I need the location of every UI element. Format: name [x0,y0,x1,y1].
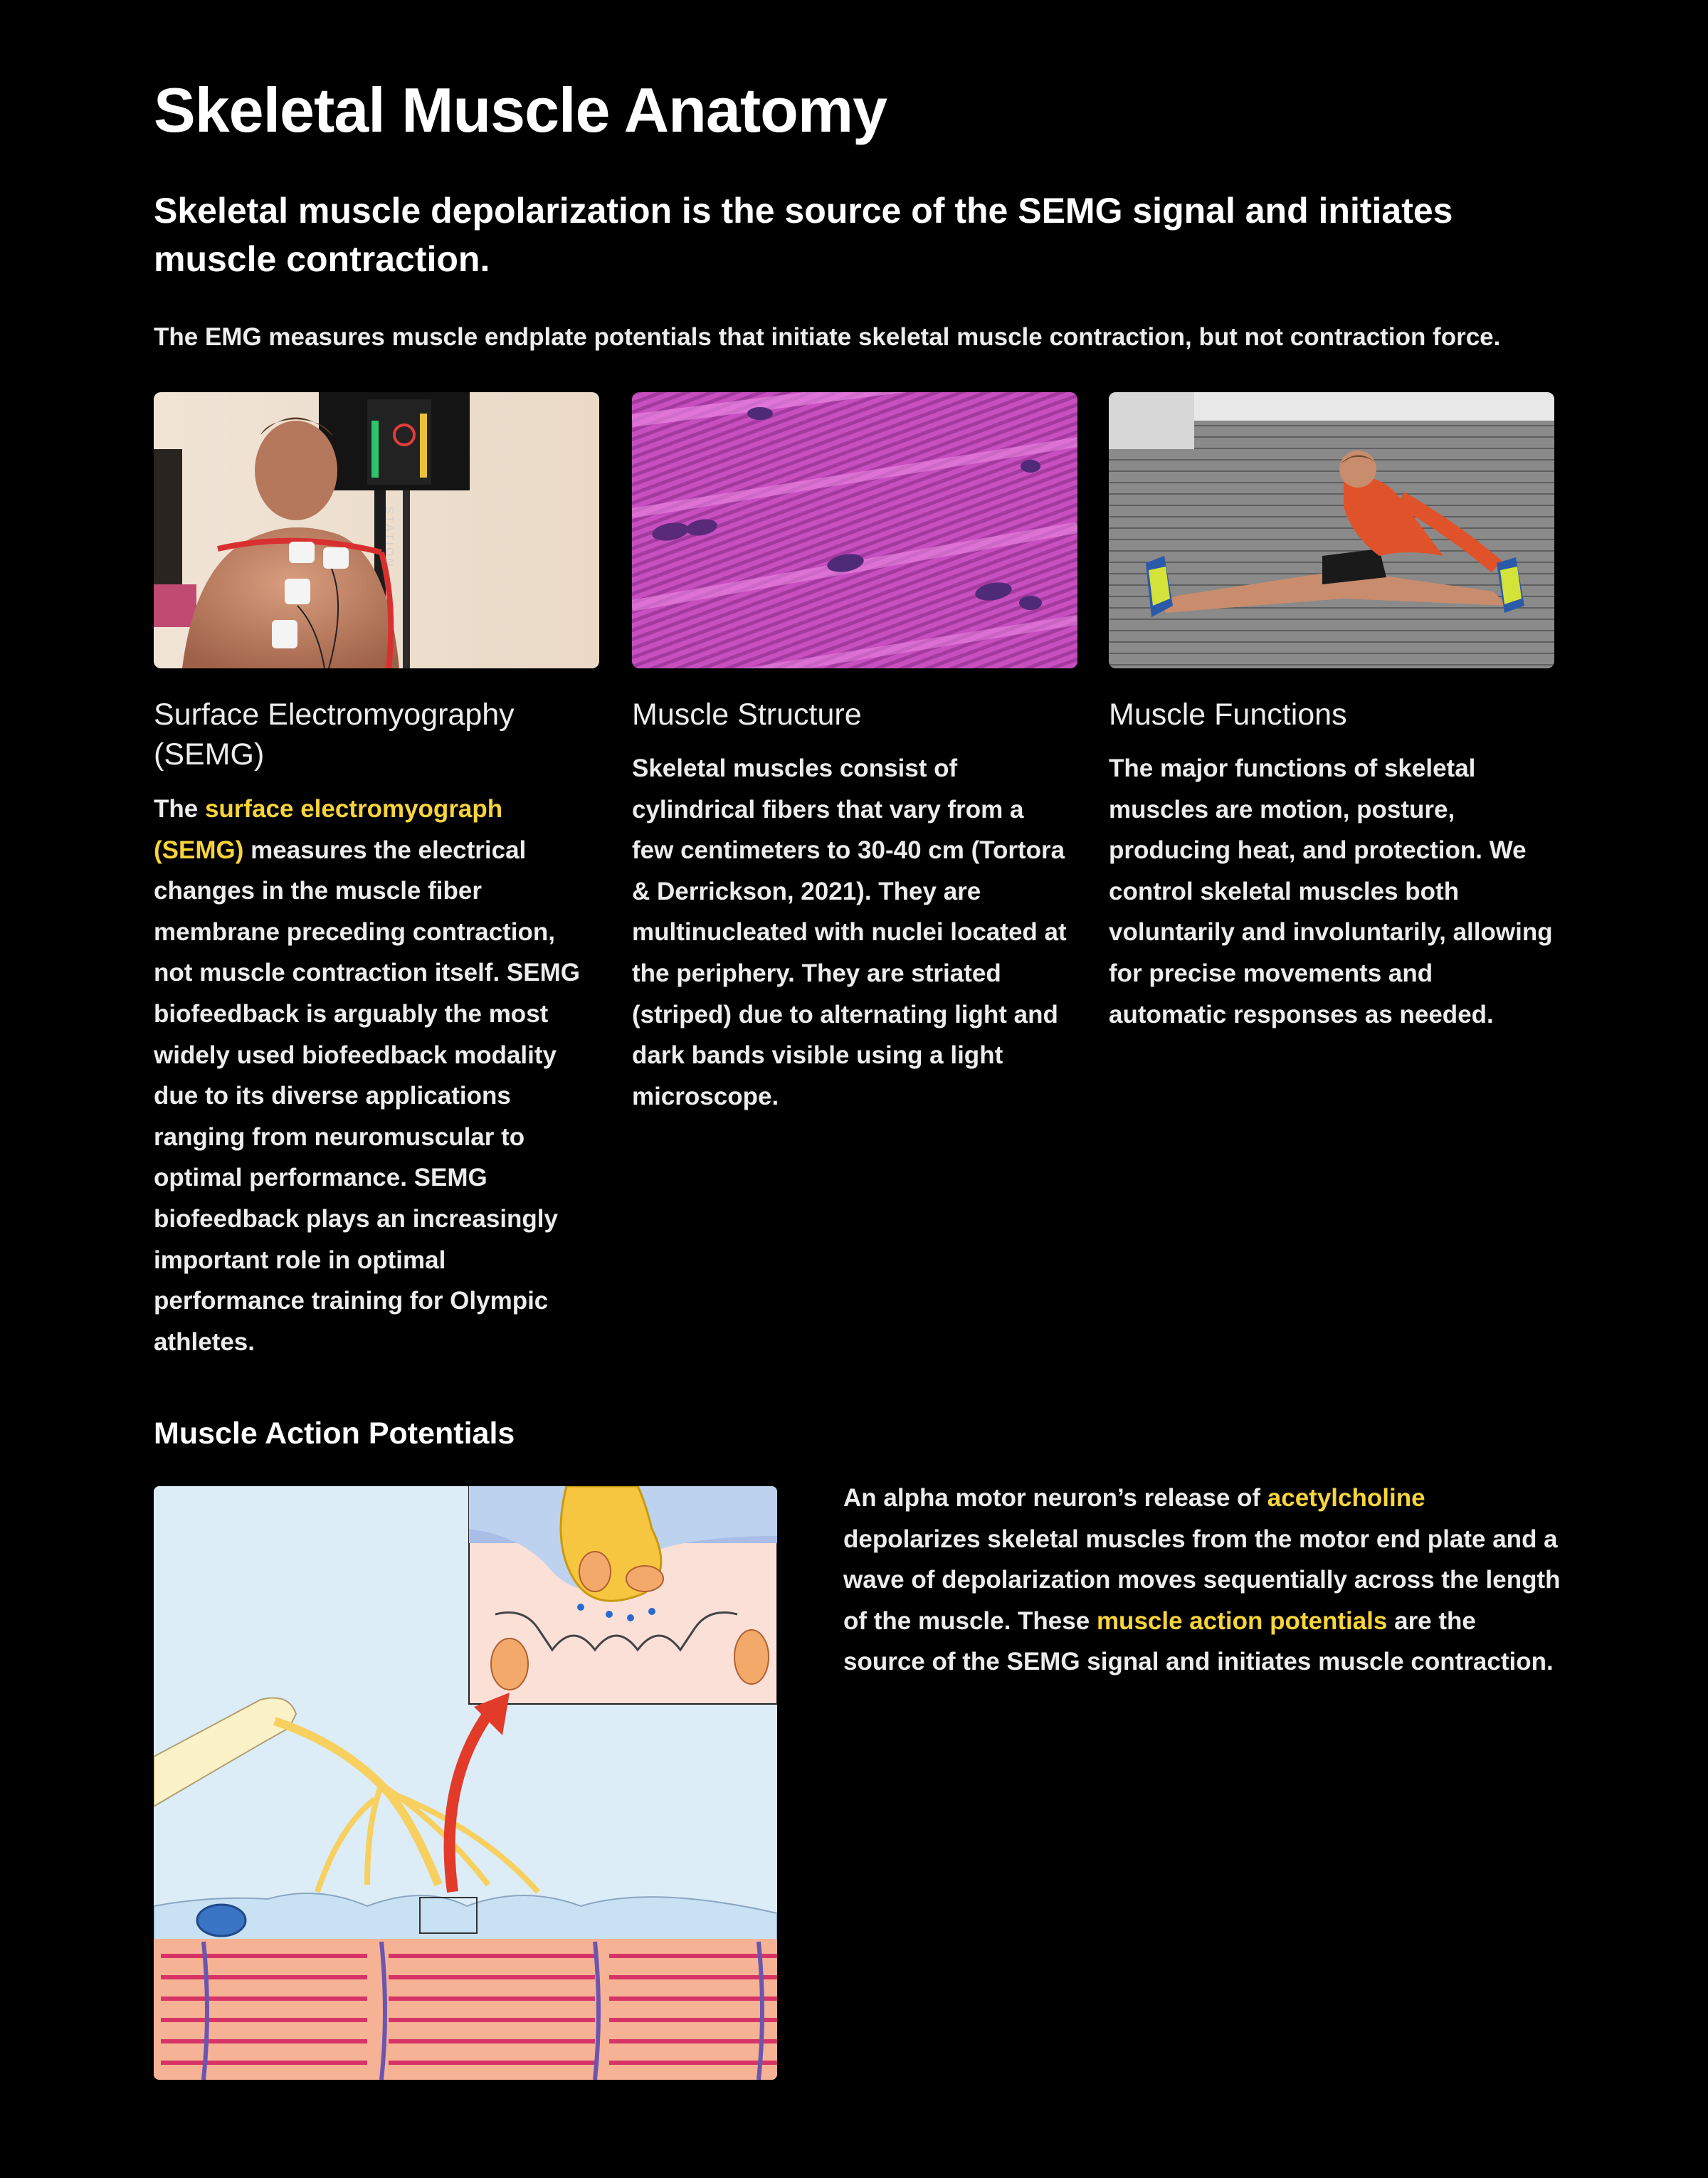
striated-muscle-micrograph [632,392,1077,668]
card-title-muscle-structure: Muscle Structure [632,698,862,732]
neuromuscular-junction-diagram [154,1486,777,2080]
card-body-semg-post: measures the electrical changes in the muscle fiber membrane preceding contraction, not muscle contraction itself. SEMG biofeedback is arguably the most widely used biofeedback modality due to its diverse applications ranging from neuromuscular to optimal performance. SEMG biofeedback plays an increasingly important role in optimal performance training for Olympic athletes. [154,836,580,1356]
card-body-muscle-structure: Skeletal muscles consist of cylindrical fibers that vary from a few centimeters to 30-40 cm (Tortora & Derrickson, 2021). They are multinucleated with nuclei located at the periphery. They are striated (striped) due to alternating light and dark bands visible using a light microscope. [632,754,1067,1110]
ap-text-2: depolarizes skeletal muscles from the motor end plate and a wave of depolarization moves sequentially across the length of the muscle. These [843,1525,1561,1635]
semg-link[interactable]: surface electromyograph (SEMG) [154,795,503,864]
card-title-muscle-functions: Muscle Functions [1109,698,1347,732]
monitor-brand-label: STATION [383,506,395,569]
card-body-semg-pre: The [154,795,205,823]
ap-text-1: An alpha motor neuron’s release of [843,1484,1267,1512]
intro-paragraph: The EMG measures muscle endplate potentials that initiate skeletal muscle contraction, but not contraction force. [154,323,1501,351]
semg-athlete-photo [154,392,599,668]
page-title: Skeletal Muscle Anatomy [154,75,887,145]
muscle-action-potentials-link[interactable]: muscle action potentials [1096,1606,1388,1635]
acetylcholine-link[interactable]: acetylcholine [1267,1484,1425,1512]
card-body-semg [154,789,595,1362]
card-body-muscle-functions: The major functions of skeletal muscles are motion, posture, producing heat, and protection. We control skeletal muscles both voluntarily and involuntarily, allowing for precise movements and automatic responses as needed. [1109,754,1553,1028]
ap-text-3: are the source of the SEMG signal and initiates muscle contraction. [843,1606,1554,1676]
section-title-action-potentials: Muscle Action Potentials [154,1416,515,1451]
page-subtitle: Skeletal muscle depolarization is the source of the SEMG signal and initiates muscle contraction. [154,191,1453,279]
action-potentials-paragraph [843,1478,1562,1683]
athlete-stretching-photo [1109,392,1554,668]
card-title-semg: Surface Electromyography (SEMG) [154,698,515,772]
